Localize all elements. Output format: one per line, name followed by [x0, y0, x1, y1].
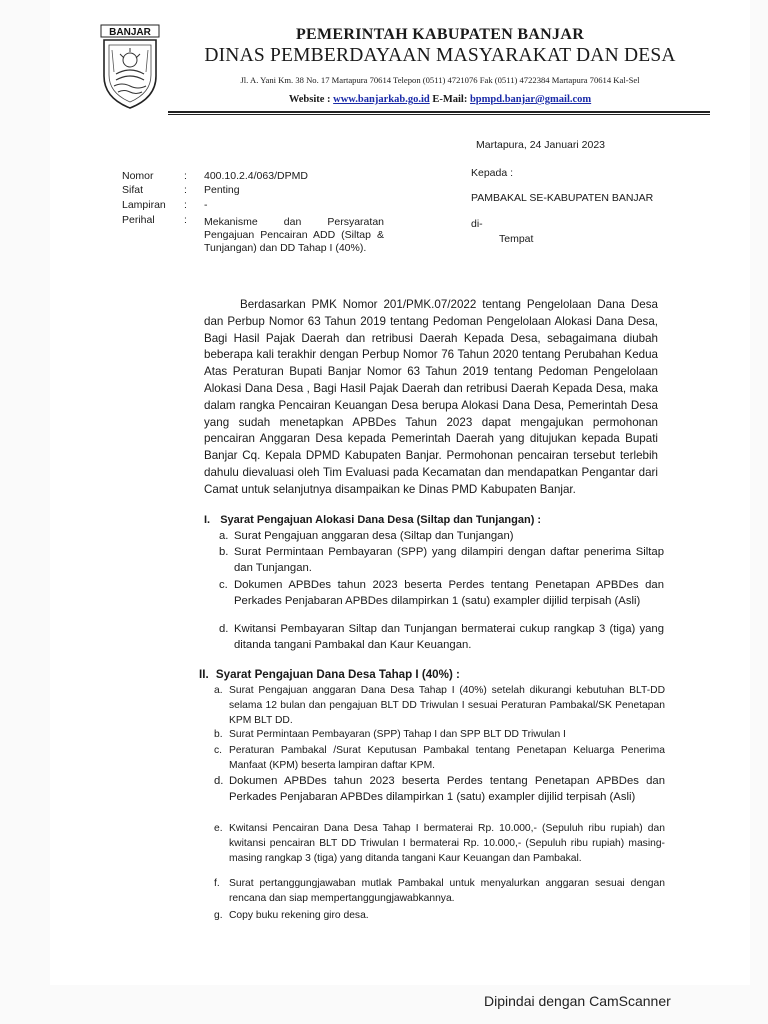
colon: : — [184, 184, 187, 196]
section2-heading: Syarat Pengajuan Dana Desa Tahap I (40%) : — [215, 668, 460, 681]
list-item — [214, 908, 665, 923]
lampiran-label: Lampiran — [122, 199, 166, 211]
list-text: Dokumen APBDes tahun 2023 beserta Perdes tentang Penetapan APBDes dan Perkades Penjabaran APBDes dilampirkan 1 (satu) exampler dijilid terpisah (Asli) — [234, 579, 664, 608]
list-item — [214, 821, 665, 867]
lampiran-value: - — [204, 199, 208, 211]
nomor-value: 400.10.2.4/063/DPMD — [204, 170, 308, 182]
nomor-label: Nomor — [122, 170, 154, 182]
letterhead-contact — [170, 94, 710, 105]
date-line: Martapura, 24 Januari 2023 — [476, 139, 605, 151]
letterhead-government: PEMERINTAH KABUPATEN BANJAR — [295, 26, 585, 43]
list-item — [214, 876, 665, 906]
recipient-di: di- — [471, 218, 483, 230]
list-text: Surat Pengajuan anggaran Dana Desa Tahap I (40%) setelah dikurangi kebutuhan BLT-DD selama 12 bulan dan pengajuan BLT DD Triwulan I sesuai Peraturan Pambakal/SK Penetapan KPM BLT DD. — [229, 685, 665, 727]
section1-number: I. — [204, 514, 211, 526]
list-marker: a. — [219, 530, 229, 542]
section2-number: II. — [199, 668, 209, 681]
sifat-value: Penting — [204, 184, 240, 196]
colon: : — [184, 170, 187, 182]
list-marker: c. — [219, 579, 228, 591]
list-text: Kwitansi Pembayaran Siltap dan Tunjangan bermaterai cukup rangkap 3 (tiga) yang ditanda tangani Pambakal dan Kaur Keuangan. — [234, 623, 664, 652]
banjar-logo — [100, 24, 160, 110]
list-marker: b. — [214, 729, 223, 740]
list-marker: f. — [214, 878, 220, 889]
list-marker: d. — [219, 623, 229, 635]
colon: : — [184, 199, 187, 211]
letterhead-rule-thin — [168, 114, 710, 115]
sifat-label: Sifat — [122, 184, 144, 196]
colon: : — [184, 214, 187, 226]
list-item — [219, 528, 664, 544]
list-item — [214, 683, 665, 729]
list-item — [214, 773, 665, 806]
website-label: Website : — [288, 94, 331, 105]
section1-heading: Syarat Pengajuan Alokasi Dana Desa (Siltap dan Tunjangan) : — [220, 514, 542, 526]
section2-title — [199, 668, 460, 681]
recipient-name: PAMBAKAL SE-KABUPATEN BANJAR — [471, 192, 654, 204]
section1-title — [204, 514, 541, 526]
list-item — [214, 743, 665, 773]
list-text: Surat Pengajuan anggaran desa (Siltap dan Tunjangan) — [234, 530, 514, 542]
list-marker: g. — [214, 910, 223, 921]
list-item — [219, 577, 664, 610]
list-item — [214, 727, 665, 742]
body-paragraph: Berdasarkan PMK Nomor 201/PMK.07/2022 tentang Pengelolaan Dana Desa dan Perbup Nomor 63 Tahun 2019 tentang Pedoman Pengelolaan Alokasi Dana Desa, Bagi Hasil Pajak Daerah dan retribusi Daerah Kepada Desa, sebagaimana diubah beberapa kali terakhir dengan Perbup Nomor 76 Tahun 2020 tentang Perubahan Kedua Atas Peraturan Bupati Banjar Nomor 63 Tahun 2019 tentang Pedoman Pengelolaan Alokasi Dana Desa , Bagi Hasil Pajak Daerah dan retribusi Daerah Kepada Desa, maka dalam rangka Pencairan Keuangan Desa berupa Alokasi Dana Desa, Pemerintah Desa yang sudah menetapkan APBDes Tahun 2023 dapat mengajukan permohonan pencairan Anggaran Desa kepada Pemerintah Daerah yang ditujukan kepada Bupati Banjar Cq. Kepala DPMD Kabupaten Banjar. Permohonan pencairan tersebut terlebih dahulu dievaluasi oleh Tim Evaluasi pada Kecamatan dan mendapatkan Pengantar dari Camat untuk selanjutnya disampaikan ke Dinas PMD Kabupaten Banjar. — [204, 298, 658, 496]
list-text: Peraturan Pambakal /Surat Keputusan Pambakal tentang Penetapan Keluarga Penerima Manfaat (KPM) beserta lampiran daftar KPM. — [229, 745, 665, 772]
list-marker: d. — [214, 775, 224, 787]
perihal-value: Mekanisme dan Persyaratan Pengajuan Pencairan ADD (Siltap & Tunjangan) dan DD Tahap I (40%). — [204, 216, 384, 254]
list-text: Surat Permintaan Pembayaran (SPP) Tahap I dan SPP BLT DD Triwulan I — [229, 729, 566, 740]
list-marker: a. — [214, 685, 223, 696]
list-marker: b. — [219, 546, 229, 558]
recipient-tempat: Tempat — [499, 233, 534, 245]
camscanner-watermark: Dipindai dengan CamScanner — [484, 993, 671, 1009]
letterhead-agency: DINAS PEMBERDAYAAN MASYARAKAT DAN DESA — [204, 45, 676, 66]
website-link[interactable]: www.banjarkab.go.id — [333, 94, 430, 105]
email-label: E-Mail: — [432, 94, 468, 105]
list-text: Surat pertanggungjawaban mutlak Pambakal untuk menyalurkan anggaran sesuai dengan rencana dan siap mempertanggungjawabkannya. — [229, 878, 665, 905]
list-marker: c. — [214, 745, 223, 756]
logo-label: BANJAR — [109, 27, 151, 38]
list-marker: e. — [214, 823, 223, 834]
letterhead-address: Jl. A. Yani Km. 38 No. 17 Martapura 70614 Telepon (0511) 4721076 Fak (0511) 4722384 Martapura 70614 Kal-Sel — [240, 75, 640, 85]
list-item — [219, 621, 664, 654]
recipient-kepada: Kepada : — [471, 167, 514, 179]
list-text: Surat Permintaan Pembayaran (SPP) yang dilampiri dengan daftar penerima Siltap dan Tunjangan. — [234, 546, 664, 575]
list-text: Dokumen APBDes tahun 2023 beserta Perdes tentang Penetapan APBDes dan Perkades Penjabaran APBDes dilampirkan 1 (satu) exampler dijilid terpisah (Asli) — [229, 775, 665, 804]
list-text: Copy buku rekening giro desa. — [229, 910, 369, 921]
letterhead-rule — [168, 111, 710, 113]
list-text: Kwitansi Pencairan Dana Desa Tahap I bermaterai Rp. 10.000,- (Sepuluh ribu rupiah) dan kwitansi pencairan BLT DD Triwulan I bermaterai Rp. 10.000,- (Sepuluh ribu rupiah) masing-masing rangkap 3 (tiga) yang ditanda tangani Kaur Keuangan dan Pambakal. — [229, 823, 665, 865]
email-link[interactable]: bpmpd.banjar@gmail.com — [469, 94, 592, 105]
list-item — [219, 544, 664, 577]
perihal-label: Perihal — [122, 214, 155, 226]
